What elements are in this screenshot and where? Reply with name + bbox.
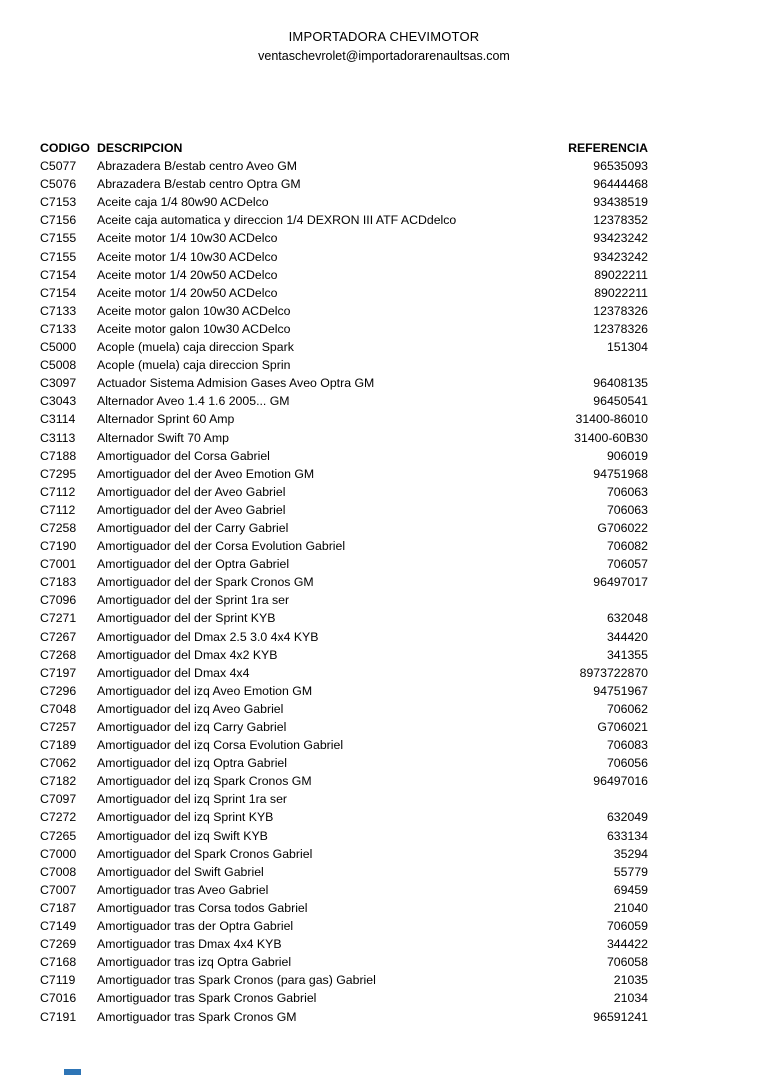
cell-referencia: 31400-60B30 [574, 430, 648, 445]
table-row [40, 483, 648, 501]
cell-referencia: 12378326 [593, 303, 648, 318]
cell-referencia: 94751967 [593, 683, 648, 698]
table-row [40, 157, 648, 175]
cell-descripcion: Amortiguador del Corsa Gabriel [97, 448, 270, 463]
cell-codigo: C7149 [40, 919, 77, 934]
table-row [40, 899, 648, 917]
cell-referencia: 55779 [613, 864, 648, 879]
column-header-referencia: REFERENCIA [568, 141, 648, 156]
table-row [40, 428, 648, 446]
cell-codigo: C7168 [40, 955, 77, 970]
cell-descripcion: Alternador Swift 70 Amp [97, 430, 229, 445]
cell-codigo: C7156 [40, 213, 77, 228]
table-row [40, 302, 648, 320]
cell-codigo: C7189 [40, 738, 77, 753]
cell-referencia: 706063 [606, 502, 648, 517]
cell-codigo: C7268 [40, 647, 77, 662]
table-row [40, 591, 648, 609]
table-row [40, 248, 648, 266]
cell-codigo: C7188 [40, 448, 77, 463]
table-row [40, 447, 648, 465]
cell-referencia: 706058 [606, 955, 648, 970]
cell-referencia: 344420 [606, 629, 648, 644]
cell-referencia: 706082 [606, 539, 648, 554]
cell-codigo: C7112 [40, 484, 76, 499]
cell-codigo: C7182 [40, 774, 77, 789]
cell-codigo: C7000 [40, 846, 77, 861]
cell-codigo: C7097 [40, 792, 77, 807]
cell-descripcion: Amortiguador del der Spark Cronos GM [97, 575, 314, 590]
cell-descripcion: Amortiguador del izq Aveo Emotion GM [97, 683, 313, 698]
cell-descripcion: Alternador Sprint 60 Amp [97, 412, 235, 427]
table-row [40, 211, 648, 229]
table-row [40, 736, 648, 754]
cell-descripcion: Abrazadera B/estab centro Aveo GM [97, 159, 298, 174]
cell-codigo: C7190 [40, 539, 77, 554]
table-row [40, 700, 648, 718]
cell-codigo: C7183 [40, 575, 77, 590]
cell-codigo: C5077 [40, 159, 77, 174]
cell-referencia: 632049 [606, 810, 648, 825]
cell-referencia: 96497016 [593, 774, 648, 789]
cell-descripcion: Amortiguador tras Spark Cronos (para gas) Gabriel [97, 973, 376, 988]
table-row [40, 573, 648, 591]
table-row [40, 628, 648, 646]
cell-codigo: C7265 [40, 828, 77, 843]
cell-referencia [538, 790, 648, 808]
cell-codigo: C5076 [40, 177, 77, 192]
cell-descripcion: Amortiguador tras Spark Cronos Gabriel [97, 991, 317, 1006]
cell-codigo: C3113 [40, 430, 76, 445]
table-row [40, 320, 648, 338]
table-row [40, 266, 648, 284]
cell-referencia: 706083 [606, 738, 648, 753]
cell-descripcion: Amortiguador del der Aveo Gabriel [97, 502, 286, 517]
table-row [40, 646, 648, 664]
cell-codigo: C3043 [40, 394, 77, 409]
table-row [40, 501, 648, 519]
cell-referencia: 93438519 [593, 195, 648, 210]
cell-referencia: 96408135 [593, 376, 648, 391]
column-header-descripcion: DESCRIPCION [97, 141, 183, 156]
table-row [40, 881, 648, 899]
page-title: IMPORTADORA CHEVIMOTOR [288, 29, 480, 44]
cell-descripcion: Amortiguador del izq Spark Cronos GM [97, 774, 312, 789]
cell-referencia: 21034 [613, 991, 648, 1006]
table-row [40, 935, 648, 953]
cell-codigo: C7267 [40, 629, 77, 644]
cell-referencia: 706062 [606, 701, 648, 716]
cell-descripcion: Amortiguador del Dmax 2.5 3.0 4x4 KYB [97, 629, 319, 644]
cell-codigo: C5000 [40, 340, 77, 355]
cell-referencia: 69459 [613, 882, 648, 897]
cell-referencia: 8973722870 [579, 665, 648, 680]
cell-descripcion: Amortiguador del der Sprint 1ra ser [97, 593, 290, 608]
cell-referencia: 906019 [606, 448, 648, 463]
cell-referencia: 31400-86010 [575, 412, 648, 427]
cell-descripcion: Aceite motor 1/4 20w50 ACDelco [97, 267, 278, 282]
cell-referencia: 89022211 [594, 285, 648, 300]
table-row [40, 609, 648, 627]
cell-referencia: 96444468 [593, 177, 648, 192]
cell-descripcion: Actuador Sistema Admision Gases Aveo Optra GM [97, 376, 375, 391]
cell-codigo: C7008 [40, 864, 77, 879]
cell-codigo: C7154 [40, 285, 77, 300]
cell-descripcion: Amortiguador del der Sprint KYB [97, 611, 276, 626]
cell-descripcion: Aceite caja 1/4 80w90 ACDelco [97, 195, 269, 210]
cell-referencia: 344422 [606, 937, 648, 952]
cell-codigo: C3097 [40, 376, 77, 391]
cell-codigo: C7133 [40, 321, 77, 336]
cell-referencia: 93423242 [593, 231, 648, 246]
cell-descripcion: Amortiguador tras Dmax 4x4 KYB [97, 937, 282, 952]
cell-referencia: 21035 [613, 973, 648, 988]
cell-referencia: G706021 [597, 720, 648, 735]
cell-descripcion: Aceite motor 1/4 20w50 ACDelco [97, 285, 278, 300]
table-row [40, 772, 648, 790]
table-header-row [40, 139, 648, 157]
cell-descripcion: Amortiguador del izq Carry Gabriel [97, 720, 287, 735]
cell-descripcion: Amortiguador del Dmax 4x4 [97, 665, 250, 680]
cell-referencia [538, 591, 648, 609]
cell-descripcion: Aceite motor galon 10w30 ACDelco [97, 321, 291, 336]
cell-referencia: 706063 [606, 484, 648, 499]
cell-descripcion: Amortiguador del Spark Cronos Gabriel [97, 846, 313, 861]
cell-codigo: C7155 [40, 231, 77, 246]
cell-codigo: C7112 [40, 502, 76, 517]
table-row [40, 845, 648, 863]
cell-codigo: C7155 [40, 249, 77, 264]
table-row [40, 229, 648, 247]
cell-descripcion: Acople (muela) caja direccion Spark [97, 340, 294, 355]
cell-referencia: 96591241 [593, 1009, 648, 1024]
cell-codigo: C7296 [40, 683, 77, 698]
cell-descripcion: Amortiguador tras Corsa todos Gabriel [97, 900, 308, 915]
cell-descripcion: Amortiguador del izq Swift KYB [97, 828, 268, 843]
cell-descripcion: Aceite caja automatica y direccion 1/4 DEXRON III ATF ACDdelco [97, 213, 457, 228]
column-header-codigo: CODIGO [40, 141, 90, 156]
cell-descripcion: Abrazadera B/estab centro Optra GM [97, 177, 301, 192]
cell-codigo: C7048 [40, 701, 77, 716]
cell-descripcion: Amortiguador del der Aveo Gabriel [97, 484, 286, 499]
table-row [40, 392, 648, 410]
cell-descripcion: Amortiguador del izq Sprint KYB [97, 810, 274, 825]
table-row [40, 175, 648, 193]
cell-codigo: C7258 [40, 520, 77, 535]
table-row [40, 537, 648, 555]
document-header [0, 0, 768, 65]
cell-referencia: 12378352 [593, 213, 648, 228]
table-row [40, 356, 648, 374]
cell-referencia: 89022211 [594, 267, 648, 282]
cell-codigo: C7257 [40, 720, 77, 735]
cell-referencia: 21040 [613, 900, 648, 915]
cell-referencia: G706022 [597, 520, 648, 535]
cell-codigo: C7133 [40, 303, 77, 318]
cell-codigo: C7119 [40, 973, 76, 988]
table-row [40, 989, 648, 1007]
cell-referencia: 94751968 [593, 466, 648, 481]
cell-referencia: 632048 [606, 611, 648, 626]
cell-descripcion: Amortiguador tras izq Optra Gabriel [97, 955, 292, 970]
cell-referencia: 93423242 [593, 249, 648, 264]
table-row [40, 193, 648, 211]
cell-codigo: C7001 [40, 557, 77, 572]
cell-descripcion: Amortiguador tras der Optra Gabriel [97, 919, 294, 934]
cell-referencia: 96450541 [593, 394, 648, 409]
table-row [40, 410, 648, 428]
cell-codigo: C7153 [40, 195, 77, 210]
table-row [40, 971, 648, 989]
cell-codigo: C7016 [40, 991, 77, 1006]
cell-codigo: C7096 [40, 593, 77, 608]
cell-descripcion: Amortiguador del der Carry Gabriel [97, 520, 289, 535]
table-row [40, 718, 648, 736]
table-row [40, 790, 648, 808]
cell-referencia: 151304 [606, 340, 648, 355]
table-row [40, 754, 648, 772]
cell-referencia: 341355 [606, 647, 648, 662]
table-row [40, 863, 648, 881]
cell-referencia: 706057 [606, 557, 648, 572]
cell-descripcion: Aceite motor 1/4 10w30 ACDelco [97, 231, 278, 246]
cell-codigo: C7187 [40, 900, 77, 915]
cell-codigo: C7272 [40, 810, 77, 825]
table-row [40, 519, 648, 537]
table-row [40, 917, 648, 935]
cell-descripcion: Aceite motor 1/4 10w30 ACDelco [97, 249, 278, 264]
cell-codigo: C7154 [40, 267, 77, 282]
cell-descripcion: Amortiguador tras Aveo Gabriel [97, 882, 269, 897]
contact-email: ventaschevrolet@importadorarenaultsas.com [258, 48, 510, 63]
cell-descripcion: Amortiguador del Dmax 4x2 KYB [97, 647, 278, 662]
cell-descripcion: Amortiguador del izq Aveo Gabriel [97, 701, 284, 716]
cell-codigo: C7269 [40, 937, 77, 952]
cell-referencia: 633134 [606, 828, 648, 843]
cell-codigo: C7191 [40, 1009, 77, 1024]
cell-codigo: C3114 [40, 412, 76, 427]
table-row [40, 374, 648, 392]
table-row [40, 827, 648, 845]
cell-descripcion: Amortiguador del Swift Gabriel [97, 864, 264, 879]
cell-descripcion: Amortiguador del der Corsa Evolution Gabriel [97, 539, 346, 554]
cell-codigo: C7197 [40, 665, 77, 680]
table-row [40, 953, 648, 971]
cell-referencia: 12378326 [593, 321, 648, 336]
cell-descripcion: Acople (muela) caja direccion Sprin [97, 358, 291, 373]
parts-table-body [40, 157, 648, 1026]
cell-descripcion: Amortiguador del izq Sprint 1ra ser [97, 792, 288, 807]
cell-codigo: C7062 [40, 756, 77, 771]
cell-descripcion: Amortiguador del der Optra Gabriel [97, 557, 290, 572]
cell-codigo: C5008 [40, 358, 77, 373]
table-row [40, 555, 648, 573]
cell-referencia: 35294 [613, 846, 648, 861]
cell-descripcion: Amortiguador del izq Corsa Evolution Gabriel [97, 738, 344, 753]
cell-descripcion: Amortiguador tras Spark Cronos GM [97, 1009, 297, 1024]
table-row [40, 682, 648, 700]
table-row [40, 808, 648, 826]
cell-referencia [538, 356, 648, 374]
page-footer-mark [64, 1069, 81, 1075]
cell-descripcion: Amortiguador del izq Optra Gabriel [97, 756, 288, 771]
cell-referencia: 96497017 [593, 575, 648, 590]
cell-referencia: 706059 [606, 919, 648, 934]
cell-codigo: C7007 [40, 882, 77, 897]
cell-descripcion: Alternador Aveo 1.4 1.6 2005... GM [97, 394, 290, 409]
table-row [40, 338, 648, 356]
cell-referencia: 706056 [606, 756, 648, 771]
parts-table [40, 139, 648, 1026]
table-row [40, 465, 648, 483]
table-row [40, 1007, 648, 1025]
cell-referencia: 96535093 [593, 159, 648, 174]
cell-codigo: C7295 [40, 466, 77, 481]
table-row [40, 284, 648, 302]
cell-descripcion: Aceite motor galon 10w30 ACDelco [97, 303, 291, 318]
cell-codigo: C7271 [40, 611, 77, 626]
cell-descripcion: Amortiguador del der Aveo Emotion GM [97, 466, 315, 481]
table-row [40, 664, 648, 682]
